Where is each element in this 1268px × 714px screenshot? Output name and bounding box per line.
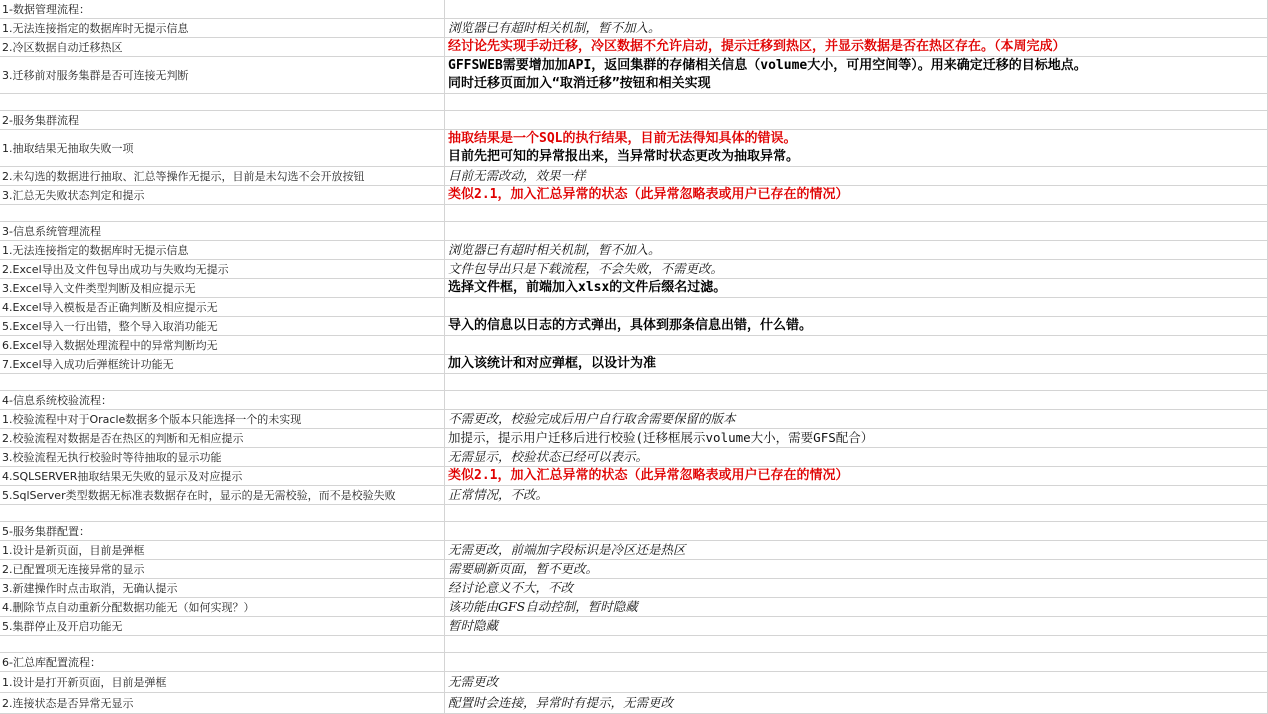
- resolution-cell[interactable]: [445, 505, 1268, 521]
- table-row: [0, 653, 1268, 672]
- table-row: [0, 130, 1268, 167]
- resolution-cell[interactable]: [445, 57, 1268, 93]
- resolution-text: 该功能由GFS自动控制，暂时隐藏: [448, 599, 638, 614]
- resolution-text: 无需显示，校验状态已经可以表示。: [448, 449, 649, 464]
- resolution-cell[interactable]: [445, 693, 1268, 713]
- issue-cell[interactable]: [0, 505, 445, 521]
- issue-cell[interactable]: 4-信息系统校验流程：: [0, 391, 445, 409]
- table-row: [0, 374, 1268, 391]
- table-row: [0, 111, 1268, 130]
- resolution-text: 目前无需改动，效果一样: [448, 168, 586, 183]
- issue-cell[interactable]: [0, 94, 445, 110]
- resolution-text: 需要刷新页面，暂不更改。: [448, 561, 599, 576]
- issue-cell[interactable]: 3.汇总无失败状态判定和提示: [0, 186, 445, 204]
- resolution-cell[interactable]: [445, 598, 1268, 616]
- resolution-cell[interactable]: [445, 560, 1268, 578]
- resolution-text: 无需更改，前端加字段标识是冷区还是热区: [448, 542, 686, 557]
- issue-cell[interactable]: 1.抽取结果无抽取失败一项: [0, 130, 445, 166]
- issue-cell[interactable]: 5.SqlServer类型数据无标准表数据存在时，显示的是无需校验，而不是校验失败: [0, 486, 445, 504]
- resolution-cell[interactable]: [445, 279, 1268, 297]
- issue-cell[interactable]: 5.集群停止及开启功能无: [0, 617, 445, 635]
- resolution-cell[interactable]: [445, 672, 1268, 692]
- resolution-text: 抽取结果是一个SQL的执行结果，目前无法得知具体的错误。: [448, 131, 797, 146]
- resolution-text: 正常情况，不改。: [448, 487, 549, 502]
- resolution-text: 经讨论先实现手动迁移，冷区数据不允许启动，提示迁移到热区，并显示数据是否在热区存在。（本周完成）: [448, 39, 1066, 54]
- table-row: [0, 693, 1268, 714]
- resolution-cell[interactable]: [445, 260, 1268, 278]
- table-row: [0, 410, 1268, 429]
- resolution-cell[interactable]: [445, 19, 1268, 37]
- resolution-cell[interactable]: [445, 636, 1268, 652]
- issue-cell[interactable]: 2.Excel导出及文件包导出成功与失败均无提示: [0, 260, 445, 278]
- table-row: [0, 486, 1268, 505]
- resolution-cell[interactable]: [445, 205, 1268, 221]
- resolution-text: 配置时会连接，异常时有提示，无需更改: [448, 695, 674, 710]
- resolution-cell[interactable]: [445, 336, 1268, 354]
- resolution-text: 选择文件框，前端加入xlsx的文件后缀名过滤。: [448, 280, 727, 295]
- issue-cell[interactable]: 6.Excel导入数据处理流程中的异常判断均无: [0, 336, 445, 354]
- table-row: [0, 560, 1268, 579]
- table-row: [0, 522, 1268, 541]
- resolution-text: GFFSWEB需要增加加API，返回集群的存储相关信息（volume大小，可用空间等）。用来确定迁移的目标地点。: [448, 58, 1087, 73]
- table-row: [0, 429, 1268, 448]
- resolution-text: 导入的信息以日志的方式弹出，具体到那条信息出错，什么错。: [448, 318, 813, 333]
- resolution-text: 加入该统计和对应弹框，以设计为准: [448, 356, 657, 371]
- table-row: [0, 317, 1268, 336]
- table-row: [0, 579, 1268, 598]
- table-row: [0, 0, 1268, 19]
- table-row: [0, 617, 1268, 636]
- resolution-cell[interactable]: [445, 130, 1268, 166]
- resolution-cell[interactable]: [445, 541, 1268, 559]
- table-row: [0, 94, 1268, 111]
- issue-cell[interactable]: 2.未勾选的数据进行抽取、汇总等操作无提示，目前是未勾选不会开放按钮: [0, 167, 445, 185]
- table-row: [0, 541, 1268, 560]
- resolution-text: 类似2.1，加入汇总异常的状态（此异常忽略表或用户已存在的情况）: [448, 468, 849, 483]
- resolution-cell[interactable]: [445, 222, 1268, 240]
- resolution-cell[interactable]: [445, 317, 1268, 335]
- resolution-cell[interactable]: [445, 186, 1268, 204]
- issue-cell[interactable]: 2-服务集群流程: [0, 111, 445, 129]
- resolution-text: 同时迁移页面加入“取消迁移”按钮和相关实现: [448, 76, 711, 91]
- table-row: [0, 205, 1268, 222]
- issue-cell[interactable]: 5.Excel导入一行出错，整个导入取消功能无: [0, 317, 445, 335]
- resolution-text: 经讨论意义不大，不改: [448, 580, 574, 595]
- resolution-cell[interactable]: [445, 241, 1268, 259]
- resolution-cell[interactable]: [445, 167, 1268, 185]
- resolution-cell[interactable]: [445, 448, 1268, 466]
- resolution-cell[interactable]: [445, 579, 1268, 597]
- table-row: [0, 598, 1268, 617]
- resolution-cell[interactable]: [445, 0, 1268, 18]
- resolution-cell[interactable]: [445, 467, 1268, 485]
- table-row: [0, 19, 1268, 38]
- table-row: [0, 448, 1268, 467]
- issue-cell[interactable]: 6-汇总库配置流程：: [0, 653, 445, 671]
- issue-cell[interactable]: 3.新建操作时点击取消，无确认提示: [0, 579, 445, 597]
- table-row: [0, 672, 1268, 693]
- resolution-text: 无需更改: [448, 674, 499, 689]
- resolution-text: 不需更改，校验完成后用户自行取舍需要保留的版本: [448, 411, 736, 426]
- table-row: [0, 298, 1268, 317]
- table-row: [0, 505, 1268, 522]
- issue-cell[interactable]: 2.冷区数据自动迁移热区: [0, 38, 445, 56]
- resolution-text: 文件包导出只是下载流程，不会失败，不需更改。: [448, 261, 724, 276]
- table-row: [0, 57, 1268, 94]
- table-row: [0, 222, 1268, 241]
- issue-cell[interactable]: 4.SQLSERVER抽取结果无失败的显示及对应提示: [0, 467, 445, 485]
- resolution-text: 类似2.1，加入汇总异常的状态（此异常忽略表或用户已存在的情况）: [448, 187, 849, 202]
- issue-cell[interactable]: 1.校验流程中对于Oracle数据多个版本只能选择一个的未实现: [0, 410, 445, 428]
- table-row: [0, 391, 1268, 410]
- issue-cell[interactable]: 5-服务集群配置：: [0, 522, 445, 540]
- resolution-cell[interactable]: [445, 522, 1268, 540]
- resolution-text: 目前先把可知的异常报出来，当异常时状态更改为抽取异常。: [448, 149, 800, 164]
- resolution-cell[interactable]: [445, 486, 1268, 504]
- table-row: [0, 636, 1268, 653]
- resolution-text: 暂时隐藏: [448, 618, 499, 633]
- issue-cell[interactable]: 7.Excel导入成功后弹框统计功能无: [0, 355, 445, 373]
- resolution-cell[interactable]: [445, 429, 1268, 447]
- resolution-cell[interactable]: [445, 374, 1268, 390]
- table-row: [0, 279, 1268, 298]
- table-row: [0, 260, 1268, 279]
- issue-cell[interactable]: 4.删除节点自动重新分配数据功能无（如何实现？）: [0, 598, 445, 616]
- issue-cell[interactable]: 3.校验流程无执行校验时等待抽取的显示功能: [0, 448, 445, 466]
- resolution-cell[interactable]: [445, 38, 1268, 56]
- resolution-cell[interactable]: [445, 410, 1268, 428]
- resolution-text: 加提示，提示用户迁移后进行校验(迁移框展示volume大小，需要GFS配合）: [448, 430, 874, 445]
- issue-cell[interactable]: 1.设计是打开新页面，目前是弹框: [0, 672, 445, 692]
- table-row: [0, 186, 1268, 205]
- issue-cell[interactable]: 1.无法连接指定的数据库时无提示信息: [0, 19, 445, 37]
- issue-cell[interactable]: 1.设计是新页面，目前是弹框: [0, 541, 445, 559]
- issue-cell[interactable]: 2.已配置项无连接异常的显示: [0, 560, 445, 578]
- issue-cell[interactable]: [0, 636, 445, 652]
- issue-cell[interactable]: 2.校验流程对数据是否在热区的判断和无相应提示: [0, 429, 445, 447]
- issue-cell[interactable]: 1-数据管理流程：: [0, 0, 445, 18]
- resolution-text: 浏览器已有超时相关机制，暂不加入。: [448, 20, 661, 35]
- resolution-text: 浏览器已有超时相关机制，暂不加入。: [448, 242, 661, 257]
- issue-cell[interactable]: 2.连接状态是否异常无显示: [0, 693, 445, 713]
- resolution-cell[interactable]: [445, 111, 1268, 129]
- table-row: [0, 241, 1268, 260]
- resolution-cell[interactable]: [445, 94, 1268, 110]
- resolution-cell[interactable]: [445, 391, 1268, 409]
- resolution-cell[interactable]: [445, 298, 1268, 316]
- resolution-cell[interactable]: [445, 617, 1268, 635]
- issue-cell[interactable]: 4.Excel导入模板是否正确判断及相应提示无: [0, 298, 445, 316]
- resolution-cell[interactable]: [445, 653, 1268, 671]
- table-row: [0, 467, 1268, 486]
- table-row: [0, 355, 1268, 374]
- issue-cell[interactable]: 3.Excel导入文件类型判断及相应提示无: [0, 279, 445, 297]
- issue-cell[interactable]: 1.无法连接指定的数据库时无提示信息: [0, 241, 445, 259]
- table-row: [0, 336, 1268, 355]
- table-row: [0, 38, 1268, 57]
- issue-cell[interactable]: [0, 374, 445, 390]
- resolution-cell[interactable]: [445, 355, 1268, 373]
- issue-cell[interactable]: 3.迁移前对服务集群是否可连接无判断: [0, 57, 445, 93]
- issue-cell[interactable]: [0, 205, 445, 221]
- table-row: [0, 167, 1268, 186]
- issue-cell[interactable]: 3-信息系统管理流程: [0, 222, 445, 240]
